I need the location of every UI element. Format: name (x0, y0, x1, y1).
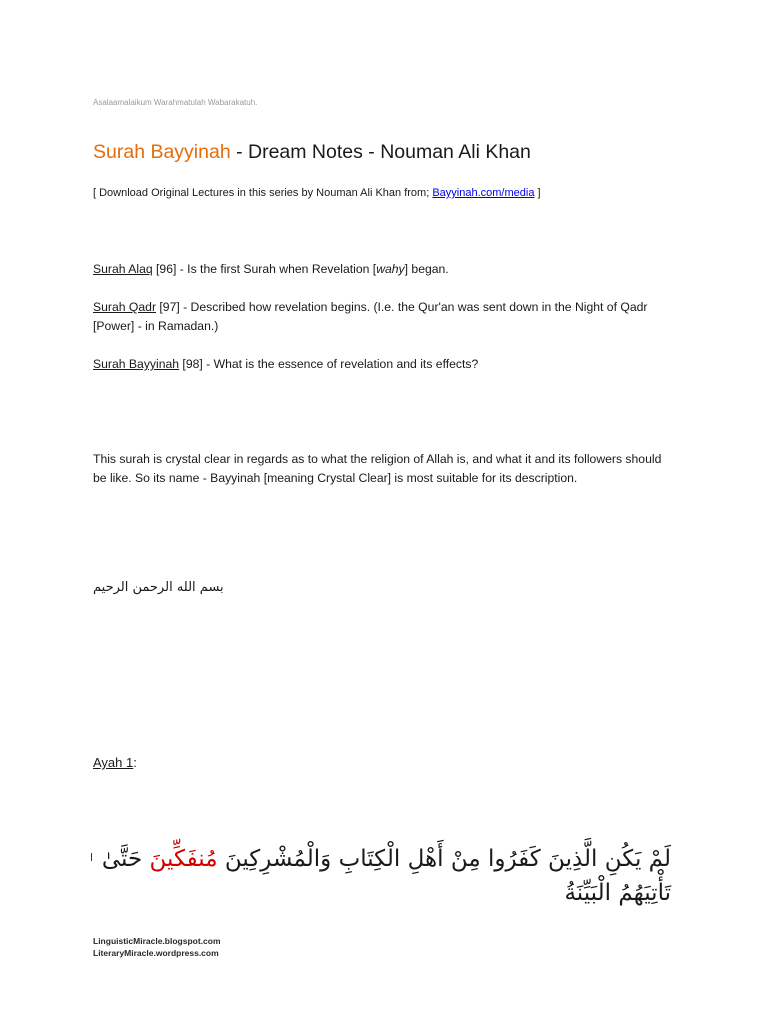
bayyinah-media-link[interactable]: Bayyinah.com/media (432, 187, 535, 199)
surah-qadr-name: Surah Qadr (93, 300, 157, 314)
surah-bayyinah-text: [98] - What is the essence of revelation and its effects? (179, 357, 479, 371)
page-title (93, 141, 531, 164)
verse-part-1: لَمْ يَكُنِ الَّذِينَ كَفَرُوا مِنْ أَهْلِ الْكِتَابِ وَالْمُشْرِكِينَ (217, 846, 671, 872)
footer-blog-linguistic: LinguisticMiracle.blogspot.com (93, 936, 221, 946)
verse-highlight-munfakkin: مُنفَكِّينَ (149, 846, 218, 872)
ayah-heading (93, 755, 137, 770)
surah-alaq-paragraph (93, 260, 671, 279)
download-prefix: [ Download Original Lectures in this series by Nouman Ali Khan from; (93, 187, 433, 199)
title-rest: - Dream Notes - Nouman Ali Khan (230, 141, 531, 163)
surah-qadr-paragraph (93, 298, 671, 336)
download-note (93, 187, 541, 199)
wahy-term: wahy (376, 262, 405, 276)
ayah-verse (93, 842, 671, 910)
footer-blog-literary: LiteraryMiracle.wordpress.com (93, 948, 219, 958)
verse-part-2: حَتَّىٰ تَأْتِيَهُمُ الْبَيِّنَةُ (101, 846, 671, 906)
basmala-text: بسم الله الرحمن الرحيم (93, 580, 224, 595)
greeting-text: Asalaamalaikum Warahmatulah Wabarakatuh. (93, 98, 258, 107)
surah-alaq-text-before: [96] - Is the first Surah when Revelation [ (152, 262, 377, 276)
ayah-colon: : (133, 755, 137, 770)
surah-alaq-text-after: ] began. (404, 262, 449, 276)
surah-bayyinah-paragraph (93, 355, 671, 374)
surah-description-paragraph: This surah is crystal clear in regards as to what the religion of Allah is, and what it and its followers should be like. So its name - Bayyinah [meaning Crystal Clear] is most suitable for its description. (93, 452, 662, 485)
download-suffix: ] (534, 187, 541, 199)
title-accent: Surah Bayyinah (93, 141, 231, 163)
surah-bayyinah-name: Surah Bayyinah (93, 357, 180, 371)
surah-alaq-name: Surah Alaq (93, 262, 153, 276)
text-cursor-mark (91, 853, 92, 861)
ayah-label: Ayah 1 (93, 755, 134, 770)
footer-links (93, 935, 221, 959)
surah-qadr-text: [97] - Described how revelation begins. (I.e. the Qur'an was sent down in the Night of Qadr [Power] - in Ramadan.) (93, 300, 648, 333)
